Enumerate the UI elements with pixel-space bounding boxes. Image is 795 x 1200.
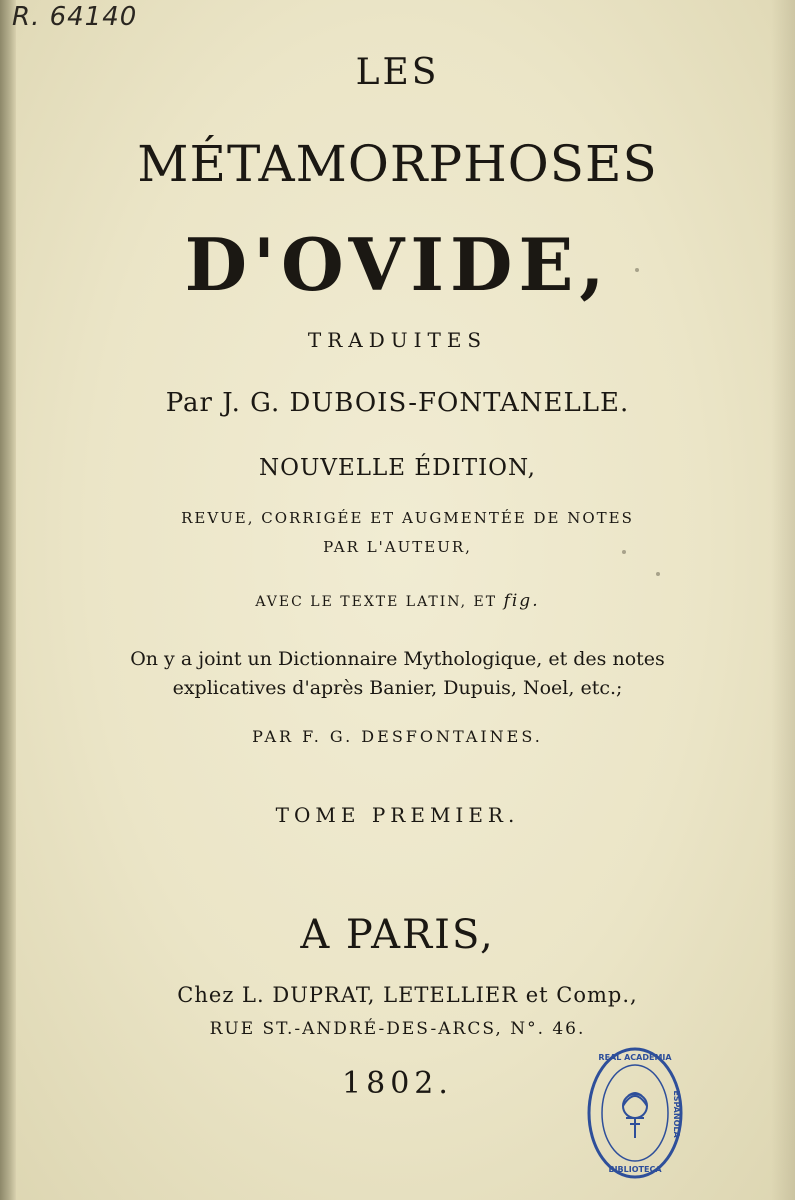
paper-speck [656, 572, 660, 576]
edition-line: NOUVELLE ÉDITION, [259, 455, 536, 481]
address-line: RUE ST.-ANDRÉ-DES-ARCS, N°. 46. [209, 1019, 586, 1039]
par-auteur-line: PAR L'AUTEUR, [323, 538, 472, 556]
city-line: A PARIS, [300, 912, 495, 958]
svg-text:ESPAÑOLA: ESPAÑOLA [672, 1090, 681, 1138]
dictionary-line-2: explicatives d'après Banier, Dupuis, Noel, etc.; [172, 677, 623, 699]
paper-speck [622, 550, 626, 554]
paper-speck [635, 268, 639, 272]
library-stamp-icon [586, 1046, 684, 1180]
svg-text:REAL ACADEMIA: REAL ACADEMIA [598, 1053, 672, 1062]
year-line: 1802. [342, 1066, 453, 1101]
title-ovide: D'OVIDE, [184, 222, 611, 307]
publisher-line: Chez L. DUPRAT, LETELLIER et Comp., [177, 983, 638, 1007]
call-number: R. 64140 [12, 2, 138, 32]
avec-line [0, 591, 795, 611]
avec-text: AVEC LE TEXTE LATIN, ET [255, 594, 498, 610]
title-les: LES [355, 52, 440, 93]
revue-line: REVUE, CORRIGÉE ET AUGMENTÉE DE NOTES [181, 509, 634, 527]
title-metamorphoses: MÉTAMORPHOSES [137, 135, 658, 193]
translator-line: Par J. G. DUBOIS-FONTANELLE. [165, 388, 630, 418]
desfontaines-line: PAR F. G. DESFONTAINES. [252, 727, 543, 746]
fig-text: fig. [503, 591, 540, 611]
svg-text:BIBLIOTECA: BIBLIOTECA [608, 1165, 662, 1174]
dictionary-line-1: On y a joint un Dictionnaire Mythologique, et des notes [130, 648, 665, 670]
traduites-line: TRADUITES [307, 328, 488, 352]
tome-line: TOME PREMIER. [275, 803, 520, 827]
